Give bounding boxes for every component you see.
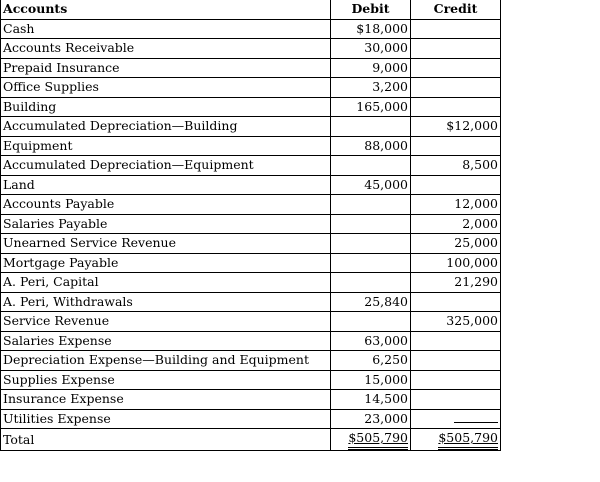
account-name: Land [1, 175, 331, 195]
credit-cell [411, 39, 501, 59]
debit-amount: $18,000 [356, 20, 408, 36]
credit-cell [411, 19, 501, 39]
credit-cell [411, 195, 501, 215]
account-name: Accumulated Depreciation—Building [1, 117, 331, 137]
debit-amount: 25,840 [364, 293, 408, 309]
account-name: Salaries Payable [1, 214, 331, 234]
credit-cell [411, 292, 501, 312]
table-body [1, 19, 501, 451]
credit-cell [411, 409, 501, 429]
account-name: Prepaid Insurance [1, 58, 331, 78]
accounts-header: Accounts [1, 0, 331, 19]
credit-cell [411, 97, 501, 117]
account-name: A. Peri, Withdrawals [1, 292, 331, 312]
account-name: Depreciation Expense—Building and Equipment [1, 351, 331, 371]
debit-amount: 23,000 [364, 410, 408, 426]
credit-amount: $12,000 [446, 118, 498, 134]
credit-header: Credit [411, 0, 501, 19]
debit-amount: 15,000 [364, 371, 408, 387]
debit-amount: 63,000 [364, 332, 408, 348]
debit-cell [331, 273, 411, 293]
table-row [1, 351, 501, 371]
credit-amount: 21,290 [454, 274, 498, 290]
debit-cell [331, 78, 411, 98]
table-row [1, 273, 501, 293]
debit-cell [331, 370, 411, 390]
total-credit-cell [411, 429, 501, 451]
table-row [1, 409, 501, 429]
debit-amount: 45,000 [364, 176, 408, 192]
debit-amount: 165,000 [356, 98, 408, 114]
debit-cell [331, 117, 411, 137]
account-name: Office Supplies [1, 78, 331, 98]
credit-cell [411, 370, 501, 390]
table-row [1, 97, 501, 117]
debit-cell [331, 39, 411, 59]
debit-cell [331, 351, 411, 371]
credit-cell [411, 351, 501, 371]
debit-amount: 9,000 [372, 59, 408, 75]
credit-amount: 25,000 [454, 235, 498, 251]
credit-cell [411, 312, 501, 332]
debit-cell [331, 409, 411, 429]
account-name: Insurance Expense [1, 390, 331, 410]
table-row [1, 117, 501, 137]
table-row [1, 175, 501, 195]
credit-amount: 8,500 [462, 157, 498, 173]
table-row [1, 253, 501, 273]
debit-amount: 3,200 [372, 79, 408, 95]
debit-cell [331, 234, 411, 254]
debit-amount: 14,500 [364, 391, 408, 407]
account-name: Salaries Expense [1, 331, 331, 351]
table-row [1, 136, 501, 156]
account-name: Supplies Expense [1, 370, 331, 390]
credit-amount: 100,000 [446, 254, 498, 270]
table-row [1, 39, 501, 59]
total-credit-amount: $505,790 [438, 429, 498, 450]
credit-cell [411, 136, 501, 156]
table-row [1, 370, 501, 390]
account-name: Cash [1, 19, 331, 39]
debit-cell [331, 136, 411, 156]
account-name: Accounts Receivable [1, 39, 331, 59]
table-row [1, 390, 501, 410]
debit-cell [331, 253, 411, 273]
debit-amount: 30,000 [364, 40, 408, 56]
debit-cell [331, 331, 411, 351]
table-row [1, 292, 501, 312]
debit-cell [331, 175, 411, 195]
debit-cell [331, 195, 411, 215]
account-name: Utilities Expense [1, 409, 331, 429]
credit-cell [411, 253, 501, 273]
credit-cell [411, 58, 501, 78]
account-name: Service Revenue [1, 312, 331, 332]
table-row [1, 19, 501, 39]
total-debit-cell [331, 429, 411, 451]
credit-cell [411, 214, 501, 234]
total-debit-amount: $505,790 [348, 429, 408, 450]
account-name: Building [1, 97, 331, 117]
credit-cell [411, 273, 501, 293]
credit-cell [411, 175, 501, 195]
debit-cell [331, 390, 411, 410]
debit-cell [331, 156, 411, 176]
table-row [1, 234, 501, 254]
debit-amount: 6,250 [372, 352, 408, 368]
credit-cell [411, 78, 501, 98]
credit-amount: 325,000 [446, 313, 498, 329]
debit-cell [331, 292, 411, 312]
account-name: Equipment [1, 136, 331, 156]
account-name: Accounts Payable [1, 195, 331, 215]
credit-amount: 12,000 [454, 196, 498, 212]
table-row [1, 214, 501, 234]
credit-cell [411, 117, 501, 137]
total-row [1, 429, 501, 451]
credit-amount: 2,000 [462, 215, 498, 231]
debit-cell [331, 97, 411, 117]
debit-cell [331, 19, 411, 39]
debit-header: Debit [331, 0, 411, 19]
credit-cell [411, 156, 501, 176]
debit-cell [331, 58, 411, 78]
credit-amount [454, 422, 498, 423]
account-name: Accumulated Depreciation—Equipment [1, 156, 331, 176]
table-row [1, 195, 501, 215]
table-header-row [1, 0, 501, 19]
table-row [1, 156, 501, 176]
debit-cell [331, 214, 411, 234]
credit-cell [411, 390, 501, 410]
credit-cell [411, 234, 501, 254]
account-name: Mortgage Payable [1, 253, 331, 273]
table-row [1, 78, 501, 98]
debit-cell [331, 312, 411, 332]
debit-amount: 88,000 [364, 137, 408, 153]
credit-cell [411, 331, 501, 351]
table-row [1, 331, 501, 351]
table-row [1, 312, 501, 332]
account-name: A. Peri, Capital [1, 273, 331, 293]
account-name: Unearned Service Revenue [1, 234, 331, 254]
table-row [1, 58, 501, 78]
total-label: Total [1, 429, 331, 451]
